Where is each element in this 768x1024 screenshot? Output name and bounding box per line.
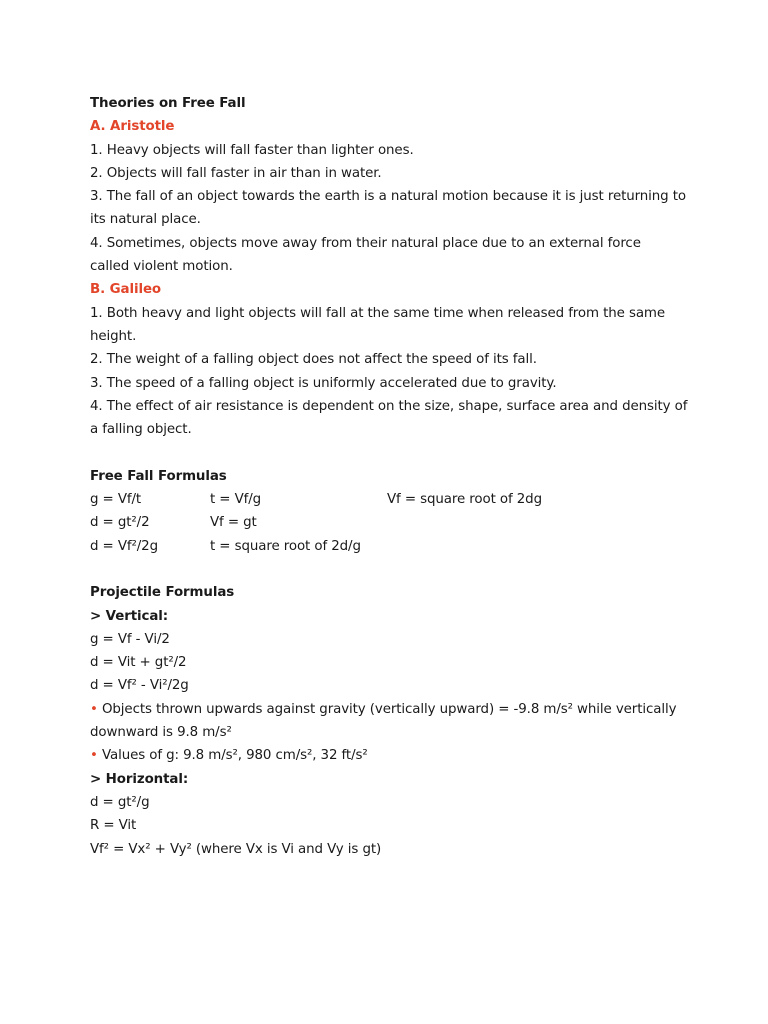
- formula-row: [90, 535, 690, 558]
- gravity-note-continued: downward is 9.8 m/s²: [90, 725, 232, 741]
- formula-cell: d = gt²/2: [90, 515, 150, 531]
- bullet-icon: •: [90, 748, 98, 764]
- free-fall-heading: Free Fall Formulas: [90, 468, 227, 484]
- aristotle-line: 2. Objects will fall faster in air than in water.: [90, 165, 382, 181]
- formula-cell: Vf = gt: [210, 515, 257, 531]
- gravity-note-text: Objects thrown upwards against gravity (vertically upward) = -9.8 m/s² while vertically: [97, 701, 677, 717]
- aristotle-line: 1. Heavy objects will fall faster than lighter ones.: [90, 142, 414, 158]
- formula-cell: Vf = square root of 2dg: [387, 492, 542, 508]
- formula-cell: g = Vf/t: [90, 492, 142, 508]
- aristotle-line: its natural place.: [90, 212, 201, 228]
- formula-cell: t = square root of 2d/g: [210, 538, 361, 554]
- spacer: [90, 441, 690, 464]
- section-title: Theories on Free Fall: [90, 96, 246, 111]
- galileo-line: 1. Both heavy and light objects will fall at the same time when released from the same: [90, 305, 666, 321]
- g-values-note: [90, 744, 690, 767]
- spacer: [90, 558, 690, 581]
- horizontal-formula: R = Vit: [90, 818, 137, 834]
- vertical-formula: d = Vf² - Vi²/2g: [90, 678, 189, 694]
- horizontal-formula: d = gt²/g: [90, 794, 150, 810]
- bullet-icon: •: [90, 701, 98, 717]
- galileo-line: 4. The effect of air resistance is dependent on the size, shape, surface area and density of: [90, 398, 688, 414]
- horizontal-formula: Vf² = Vx² + Vy² (where Vx is Vi and Vy is gt): [90, 841, 382, 857]
- galileo-line: height.: [90, 328, 137, 344]
- galileo-line: a falling object.: [90, 422, 192, 438]
- aristotle-line: 3. The fall of an object towards the earth is a natural motion because it is just returning to: [90, 189, 686, 205]
- formula-cell: t = Vf/g: [210, 492, 262, 508]
- formula-cell: d = Vf²/2g: [90, 538, 159, 554]
- vertical-formula: d = Vit + gt²/2: [90, 655, 187, 671]
- g-values-text: Values of g: 9.8 m/s², 980 cm/s², 32 ft/s²: [97, 748, 368, 764]
- vertical-formula: g = Vf - Vi/2: [90, 631, 170, 647]
- aristotle-line: called violent motion.: [90, 259, 233, 275]
- galileo-line: 2. The weight of a falling object does not affect the speed of its fall.: [90, 352, 537, 368]
- formula-row: [90, 488, 690, 511]
- aristotle-heading: A. Aristotle: [90, 119, 175, 135]
- horizontal-subheading: > Horizontal:: [90, 771, 189, 787]
- vertical-subheading: > Vertical:: [90, 608, 169, 624]
- galileo-line: 3. The speed of a falling object is uniformly accelerated due to gravity.: [90, 375, 557, 391]
- galileo-heading: B. Galileo: [90, 282, 162, 298]
- gravity-note: [90, 698, 690, 721]
- formula-row: [90, 511, 690, 534]
- document-content: [90, 92, 690, 861]
- aristotle-line: 4. Sometimes, objects move away from their natural place due to an external force: [90, 235, 641, 251]
- projectile-heading: Projectile Formulas: [90, 585, 235, 601]
